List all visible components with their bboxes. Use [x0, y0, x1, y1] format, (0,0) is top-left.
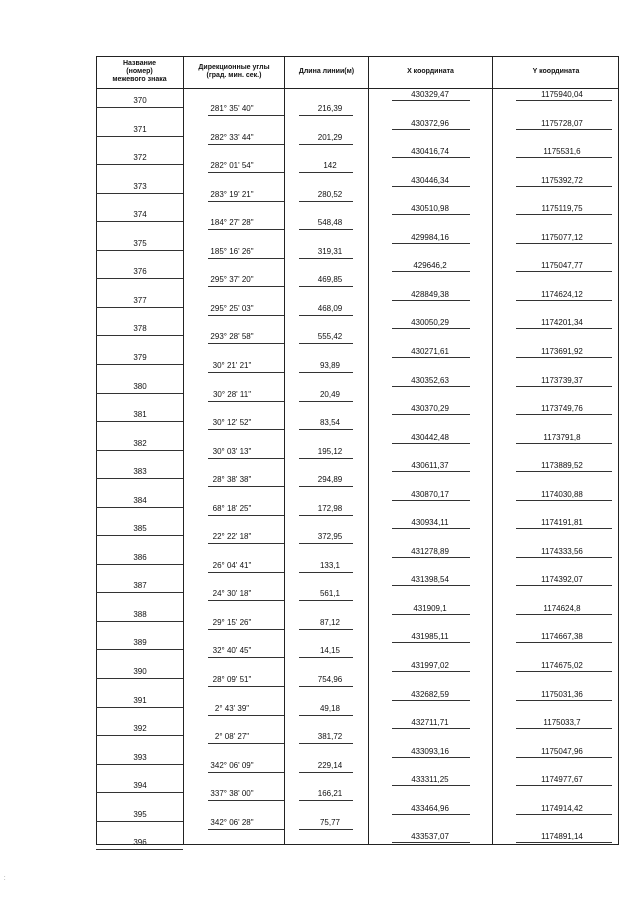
direction-angle: 30° 03' 13" [212, 446, 252, 456]
y-coordinate: 1174914,42 [541, 803, 583, 813]
row-line [96, 335, 183, 336]
x-coordinate: 432711,71 [411, 718, 449, 728]
length-underline [299, 715, 353, 716]
length-underline [299, 315, 353, 316]
length-underline [299, 286, 353, 287]
x-coordinate: 430372,96 [411, 118, 449, 128]
x-coordinate: 430510,98 [411, 204, 449, 214]
y-underline [516, 585, 612, 586]
x-underline [392, 614, 470, 615]
x-underline [392, 557, 470, 558]
direction-angle: 185° 16' 26" [210, 246, 254, 256]
x-underline [392, 842, 470, 843]
line-length: 49,18 [319, 703, 341, 713]
angle-underline [208, 543, 284, 544]
line-length: 75,77 [319, 817, 341, 827]
row-line [96, 649, 183, 650]
y-coordinate: 1175077,12 [541, 232, 583, 242]
point-name: 379 [133, 352, 147, 362]
line-length: 142 [323, 161, 337, 171]
line-length: 216,39 [317, 104, 343, 113]
direction-angle: 283° 19' 21" [210, 189, 254, 199]
x-coordinate: 430271,61 [411, 346, 449, 356]
y-underline [516, 414, 612, 415]
column-divider [492, 56, 493, 845]
y-underline [516, 300, 612, 301]
line-length: 468,09 [317, 303, 343, 313]
row-line [96, 421, 183, 422]
point-name: 383 [133, 467, 147, 477]
direction-angle: 295° 25' 03" [210, 303, 254, 313]
length-underline [299, 401, 353, 402]
y-underline [516, 386, 612, 387]
point-name: 380 [133, 381, 147, 391]
header-divider [96, 88, 619, 89]
column-divider [183, 56, 184, 845]
header-direction-angle: Дирекционные углы (град. мин. сек.) [198, 64, 270, 79]
y-coordinate: 1174191,81 [541, 518, 583, 528]
y-underline [516, 129, 612, 130]
angle-underline [208, 743, 284, 744]
line-length: 229,14 [317, 760, 343, 770]
x-coordinate: 430416,74 [411, 147, 449, 157]
x-underline [392, 642, 470, 643]
x-underline [392, 328, 470, 329]
point-name: 370 [133, 96, 147, 105]
x-coordinate: 432682,59 [411, 689, 449, 699]
line-length: 201,29 [317, 132, 343, 142]
x-underline [392, 700, 470, 701]
x-coordinate: 428849,38 [411, 289, 449, 299]
length-underline [299, 657, 353, 658]
row-line [96, 221, 183, 222]
row-line [96, 678, 183, 679]
angle-underline [208, 343, 284, 344]
direction-angle: 281° 35' 40" [210, 104, 254, 113]
y-coordinate: 1174333,56 [541, 546, 583, 556]
point-name: 391 [133, 695, 147, 705]
point-name: 372 [133, 153, 147, 163]
point-name: 375 [133, 238, 147, 248]
y-underline [516, 614, 612, 615]
row-line [96, 764, 183, 765]
x-coordinate: 430352,63 [411, 375, 449, 385]
length-underline [299, 486, 353, 487]
y-coordinate: 1174891,14 [541, 832, 583, 842]
row-line [96, 478, 183, 479]
point-name: 396 [133, 838, 147, 848]
line-length: 83,54 [319, 418, 341, 428]
y-coordinate: 1174201,34 [541, 318, 583, 328]
row-line [96, 450, 183, 451]
y-underline [516, 814, 612, 815]
x-underline [392, 300, 470, 301]
x-underline [392, 757, 470, 758]
line-length: 166,21 [317, 789, 343, 799]
x-coordinate: 430050,29 [411, 318, 449, 328]
line-length: 280,52 [317, 189, 343, 199]
line-length: 93,89 [319, 360, 341, 370]
point-name: 393 [133, 752, 147, 762]
angle-underline [208, 458, 284, 459]
coordinates-table [96, 56, 619, 848]
angle-underline [208, 201, 284, 202]
point-name: 387 [133, 581, 147, 591]
x-underline [392, 129, 470, 130]
x-underline [392, 785, 470, 786]
x-underline [392, 186, 470, 187]
x-coordinate: 433537,07 [411, 832, 449, 842]
y-underline [516, 528, 612, 529]
direction-angle: 30° 28' 11" [212, 389, 252, 399]
column-divider [368, 56, 369, 845]
y-underline [516, 443, 612, 444]
length-underline [299, 629, 353, 630]
point-name: 394 [133, 781, 147, 791]
direction-angle: 30° 21' 21" [212, 360, 252, 370]
point-name: 371 [133, 124, 147, 134]
x-coordinate: 430870,17 [411, 489, 449, 499]
angle-underline [208, 657, 284, 658]
header-x-coordinate: X координата [407, 68, 454, 75]
y-coordinate: 1174392,07 [541, 575, 583, 585]
angle-underline [208, 800, 284, 801]
length-underline [299, 429, 353, 430]
length-underline [299, 144, 353, 145]
line-length: 14,15 [319, 646, 341, 656]
angle-underline [208, 629, 284, 630]
column-divider [284, 56, 285, 845]
y-underline [516, 700, 612, 701]
x-underline [392, 671, 470, 672]
length-underline [299, 543, 353, 544]
y-coordinate: 1174675,02 [541, 661, 583, 670]
x-coordinate: 433093,16 [411, 746, 449, 756]
angle-underline [208, 315, 284, 316]
point-name: 392 [133, 724, 147, 734]
x-underline [392, 528, 470, 529]
angle-underline [208, 715, 284, 716]
y-coordinate: 1174977,67 [541, 775, 583, 785]
line-length: 555,42 [317, 332, 343, 342]
row-line [96, 507, 183, 508]
header-line-length: Длина линии(м) [298, 68, 355, 75]
angle-underline [208, 258, 284, 259]
x-coordinate: 429984,16 [411, 232, 449, 242]
line-length: 133,1 [319, 560, 341, 570]
x-coordinate: 431997,02 [411, 661, 449, 670]
row-line [96, 107, 183, 108]
x-coordinate: 430446,34 [411, 175, 449, 185]
y-underline [516, 757, 612, 758]
y-coordinate: 1174030,88 [541, 489, 583, 499]
scan-specks: ⁚ [4, 876, 6, 882]
length-underline [299, 343, 353, 344]
y-underline [516, 785, 612, 786]
x-underline [392, 357, 470, 358]
row-line [96, 707, 183, 708]
point-name: 373 [133, 181, 147, 191]
direction-angle: 28° 38' 38" [212, 475, 252, 485]
line-length: 548,48 [317, 218, 343, 228]
row-line [96, 735, 183, 736]
line-length: 754,96 [317, 675, 343, 684]
row-line [96, 136, 183, 137]
direction-angle: 68° 18' 25" [212, 503, 252, 513]
line-length: 381,72 [317, 732, 343, 742]
direction-angle: 29° 15' 26" [212, 617, 252, 627]
direction-angle: 295° 37' 20" [210, 275, 254, 285]
y-coordinate: 1175047,96 [541, 746, 583, 756]
angle-underline [208, 229, 284, 230]
y-coordinate: 1175392,72 [541, 175, 583, 185]
angle-underline [208, 429, 284, 430]
point-name: 377 [133, 295, 147, 305]
point-name: 395 [133, 809, 147, 819]
x-coordinate: 430934,11 [411, 518, 449, 528]
y-underline [516, 471, 612, 472]
row-line [96, 278, 183, 279]
angle-underline [208, 486, 284, 487]
y-coordinate: 1173739,37 [541, 375, 583, 385]
row-line [96, 792, 183, 793]
y-coordinate: 1175940,04 [541, 90, 583, 99]
x-coordinate: 433464,96 [411, 803, 449, 813]
angle-underline [208, 600, 284, 601]
row-line [96, 307, 183, 308]
length-underline [299, 115, 353, 116]
angle-underline [208, 515, 284, 516]
direction-angle: 30° 12' 52" [212, 418, 252, 428]
direction-angle: 282° 33' 44" [210, 132, 254, 142]
y-underline [516, 557, 612, 558]
length-underline [299, 515, 353, 516]
direction-angle: 293° 28' 58" [210, 332, 254, 342]
x-underline [392, 157, 470, 158]
length-underline [299, 743, 353, 744]
point-name: 378 [133, 324, 147, 334]
x-coordinate: 433311,25 [411, 775, 449, 785]
x-underline [392, 100, 470, 101]
angle-underline [208, 172, 284, 173]
point-name: 390 [133, 667, 147, 676]
y-coordinate: 1174667,38 [541, 632, 583, 642]
angle-underline [208, 401, 284, 402]
x-coordinate: 431909,1 [413, 603, 447, 613]
y-coordinate: 1175033,7 [543, 718, 581, 728]
point-name: 374 [133, 210, 147, 220]
x-underline [392, 585, 470, 586]
x-coordinate: 431398,54 [411, 575, 449, 585]
direction-angle: 28° 09' 51" [212, 675, 252, 684]
y-underline [516, 642, 612, 643]
length-underline [299, 686, 353, 687]
angle-underline [208, 772, 284, 773]
x-coordinate: 431278,89 [411, 546, 449, 556]
length-underline [299, 201, 353, 202]
angle-underline [208, 115, 284, 116]
row-line [96, 564, 183, 565]
x-underline [392, 814, 470, 815]
row-line [96, 535, 183, 536]
row-line [96, 821, 183, 822]
length-underline [299, 572, 353, 573]
length-underline [299, 772, 353, 773]
point-name: 382 [133, 438, 147, 448]
point-name: 388 [133, 609, 147, 619]
line-length: 172,98 [317, 503, 343, 513]
row-line [96, 592, 183, 593]
row-line [96, 164, 183, 165]
line-length: 561,1 [319, 589, 341, 599]
y-coordinate: 1173691,92 [541, 346, 583, 356]
y-underline [516, 243, 612, 244]
x-coordinate: 429646,2 [413, 261, 447, 271]
length-underline [299, 458, 353, 459]
row-line [96, 849, 183, 850]
y-coordinate: 1173749,76 [541, 404, 583, 414]
y-underline [516, 671, 612, 672]
direction-angle: 282° 01' 54" [210, 161, 254, 171]
row-line [96, 364, 183, 365]
length-underline [299, 829, 353, 830]
x-coordinate: 430611,37 [411, 461, 449, 471]
y-underline [516, 328, 612, 329]
x-underline [392, 500, 470, 501]
y-coordinate: 1174624,8 [543, 603, 581, 613]
angle-underline [208, 686, 284, 687]
header-point-name: Название (номер) межевого знака [112, 60, 167, 83]
row-line [96, 621, 183, 622]
point-name: 385 [133, 524, 147, 534]
y-coordinate: 1174624,12 [541, 289, 583, 299]
row-line [96, 393, 183, 394]
length-underline [299, 372, 353, 373]
y-coordinate: 1173889,52 [541, 461, 583, 471]
direction-angle: 342° 06' 28" [210, 817, 254, 827]
direction-angle: 2° 43' 39" [214, 703, 250, 713]
line-length: 20,49 [319, 389, 341, 399]
x-coordinate: 431985,11 [411, 632, 449, 642]
y-coordinate: 1173791,8 [543, 432, 581, 442]
y-coordinate: 1175531,6 [543, 147, 581, 157]
line-length: 87,12 [319, 617, 341, 627]
row-line [96, 193, 183, 194]
direction-angle: 24° 30' 18" [212, 589, 252, 599]
y-underline [516, 186, 612, 187]
x-coordinate: 430442,48 [411, 432, 449, 442]
y-underline [516, 157, 612, 158]
line-length: 372,95 [317, 532, 343, 542]
length-underline [299, 800, 353, 801]
point-name: 389 [133, 638, 147, 648]
point-name: 376 [133, 267, 147, 277]
direction-angle: 342° 06' 09" [210, 760, 254, 770]
y-underline [516, 500, 612, 501]
x-underline [392, 214, 470, 215]
angle-underline [208, 372, 284, 373]
x-underline [392, 271, 470, 272]
x-coordinate: 430370,29 [411, 404, 449, 414]
y-coordinate: 1175119,75 [541, 204, 583, 214]
x-underline [392, 471, 470, 472]
x-underline [392, 728, 470, 729]
line-length: 319,31 [317, 246, 343, 256]
point-name: 381 [133, 410, 147, 420]
y-underline [516, 100, 612, 101]
direction-angle: 2° 08' 27" [214, 732, 250, 742]
angle-underline [208, 286, 284, 287]
direction-angle: 22° 22' 18" [212, 532, 252, 542]
length-underline [299, 229, 353, 230]
line-length: 195,12 [317, 446, 343, 456]
angle-underline [208, 572, 284, 573]
direction-angle: 26° 04' 41" [212, 560, 252, 570]
y-underline [516, 728, 612, 729]
point-name: 384 [133, 495, 147, 505]
x-underline [392, 443, 470, 444]
angle-underline [208, 829, 284, 830]
length-underline [299, 172, 353, 173]
y-underline [516, 214, 612, 215]
row-line [96, 250, 183, 251]
x-underline [392, 414, 470, 415]
line-length: 469,85 [317, 275, 343, 285]
angle-underline [208, 144, 284, 145]
length-underline [299, 600, 353, 601]
y-underline [516, 357, 612, 358]
direction-angle: 337° 38' 00" [210, 789, 254, 799]
x-underline [392, 386, 470, 387]
header-y-coordinate: Y координата [532, 68, 580, 75]
y-coordinate: 1175047,77 [541, 261, 583, 271]
length-underline [299, 258, 353, 259]
y-coordinate: 1175728,07 [541, 118, 583, 128]
x-underline [392, 243, 470, 244]
direction-angle: 32° 40' 45" [212, 646, 252, 656]
line-length: 294,89 [317, 475, 343, 485]
x-coordinate: 430329,47 [411, 90, 449, 99]
point-name: 386 [133, 552, 147, 562]
direction-angle: 184° 27' 28" [210, 218, 254, 228]
y-coordinate: 1175031,36 [541, 689, 583, 699]
y-underline [516, 842, 612, 843]
y-underline [516, 271, 612, 272]
